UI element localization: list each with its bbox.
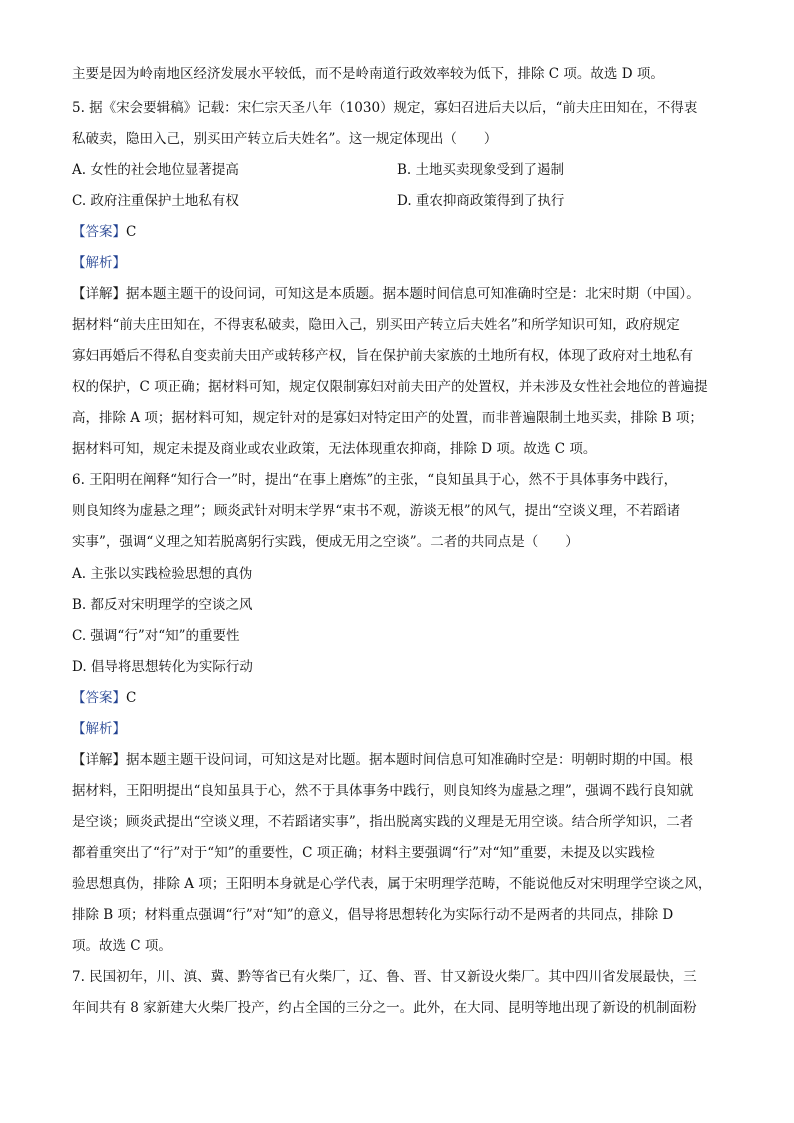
answer-value: C <box>126 224 137 240</box>
detail-tag: 【详解】 <box>72 752 126 768</box>
answer-tag: 【答案】 <box>72 224 126 240</box>
question-5-detail: 寡妇再婚后不得私自变卖前夫田产或转移产权，旨在保护前夫家族的土地所有权，体现了政府对土地私有 <box>72 348 693 364</box>
question-5-detail: 高，排除 A 项；据材料可知，规定针对的是寡妇对特定田产的处置，而非普遍限制土地买卖，排除 B 项； <box>72 410 703 426</box>
question-5-detail: 据材料“前夫庄田知在，不得衷私破卖，隐田入己，别买田产转立后夫姓名”和所学知识可知，政府规定 <box>72 317 680 333</box>
question-5-option-d: D. 重农抑商政策得到了执行 <box>397 193 565 209</box>
question-6-answer <box>72 688 732 708</box>
question-7-stem: 7. 民国初年，川、滇、冀、黔等省已有火柴厂，辽、鲁、晋、甘又新设火柴厂。其中四川省发展最快，三 <box>72 969 697 985</box>
question-5-detail <box>72 284 732 304</box>
analysis-tag: 【解析】 <box>72 721 126 737</box>
question-5-answer <box>72 222 732 242</box>
question-6-option-a: A. 主张以实践检验思想的真伪 <box>72 566 253 582</box>
question-7-stem: 年间共有 8 家新建大火柴厂投产，约占全国的三分之一。此外，在大同、昆明等地出现了新设的机制面粉 <box>72 1000 697 1016</box>
question-6-option-d: D. 倡导将思想转化为实际行动 <box>72 659 253 675</box>
question-5-detail: 据材料可知，规定未提及商业或农业政策，无法体现重农抑商，排除 D 项。故选 C 项。 <box>72 441 597 457</box>
question-6-detail: 是空谈；顾炎武提出“空谈义理，不若蹈诸实事”，指出脱离实践的义理是无用空谈。结合所学知识，二者 <box>72 814 694 830</box>
question-6-detail: 都着重突出了“行”对于“知”的重要性，C 项正确；材料主要强调“行”对“知”重要，未提及以实践检 <box>72 845 655 861</box>
question-5-detail: 权的保护，C 项正确；据材料可知，规定仅限制寡妇对前夫田产的处置权，并未涉及女性社会地位的普遍提 <box>72 379 708 395</box>
question-6-option-c: C. 强调“行”对“知”的重要性 <box>72 628 240 644</box>
question-5-option-c: C. 政府注重保护土地私有权 <box>72 193 239 209</box>
detail-tag: 【详解】 <box>72 286 126 302</box>
question-5-option-b: B. 土地买卖现象受到了遏制 <box>397 162 565 178</box>
question-6-option-b: B. 都反对宋明理学的空谈之风 <box>72 597 253 613</box>
question-5-analysis-tag <box>72 253 732 273</box>
detail-text: 据本题主题干设问词，可知这是对比题。据本题时间信息可知准确时空是：明朝时期的中国。根 <box>126 752 693 768</box>
question-6-detail: 排除 B 项；材料重点强调“行”对“知”的意义，倡导将思想转化为实际行动不是两者的共同点，排除 D <box>72 907 674 923</box>
question-6-detail: 验思想真伪，排除 A 项；王阳明本身就是心学代表，属于宋明理学范畴，不能说他反对宋明理学空谈之风， <box>72 876 712 892</box>
question-6-analysis-tag <box>72 719 732 739</box>
question-5-stem: 私破卖，隐田入己，别买田产转立后夫姓名”。这一规定体现出（ ） <box>72 131 498 147</box>
text-line: 主要是因为岭南地区经济发展水平较低，而不是岭南道行政效率较为低下，排除 C 项。故选 D 项。 <box>72 66 664 82</box>
analysis-tag: 【解析】 <box>72 255 126 271</box>
question-6-detail <box>72 750 732 770</box>
question-6-detail: 项。故选 C 项。 <box>72 938 172 954</box>
question-6-stem: 则良知终为虚悬之理”；顾炎武针对明末学界“束书不观，游谈无根”的风气，提出“空谈义理，不若蹈诸 <box>72 503 681 519</box>
answer-tag: 【答案】 <box>72 690 126 706</box>
question-6-detail: 据材料，王阳明提出“良知虽具于心，然不于具体事务中践行，则良知终为虚悬之理”，强调不践行良知就 <box>72 783 694 799</box>
question-5-option-a: A. 女性的社会地位显著提高 <box>72 162 239 178</box>
question-6-stem: 实事”，强调“义理之知若脱离躬行实践，便成无用之空谈”。二者的共同点是（ ） <box>72 534 579 550</box>
question-6-stem: 6. 王阳明在阐释“知行合一”时，提出“在事上磨炼”的主张，“良知虽具于心，然不于具体事务中践行， <box>72 472 678 488</box>
question-5-stem: 5. 据《宋会要辑稿》记载：宋仁宗天圣八年（1030）规定，寡妇召进后夫以后，“前夫庄田知在，不得衷 <box>72 100 698 116</box>
detail-text: 据本题主题干的设问词，可知这是本质题。据本题时间信息可知准确时空是：北宋时期（中国）。 <box>126 286 700 302</box>
answer-value: C <box>126 690 137 706</box>
